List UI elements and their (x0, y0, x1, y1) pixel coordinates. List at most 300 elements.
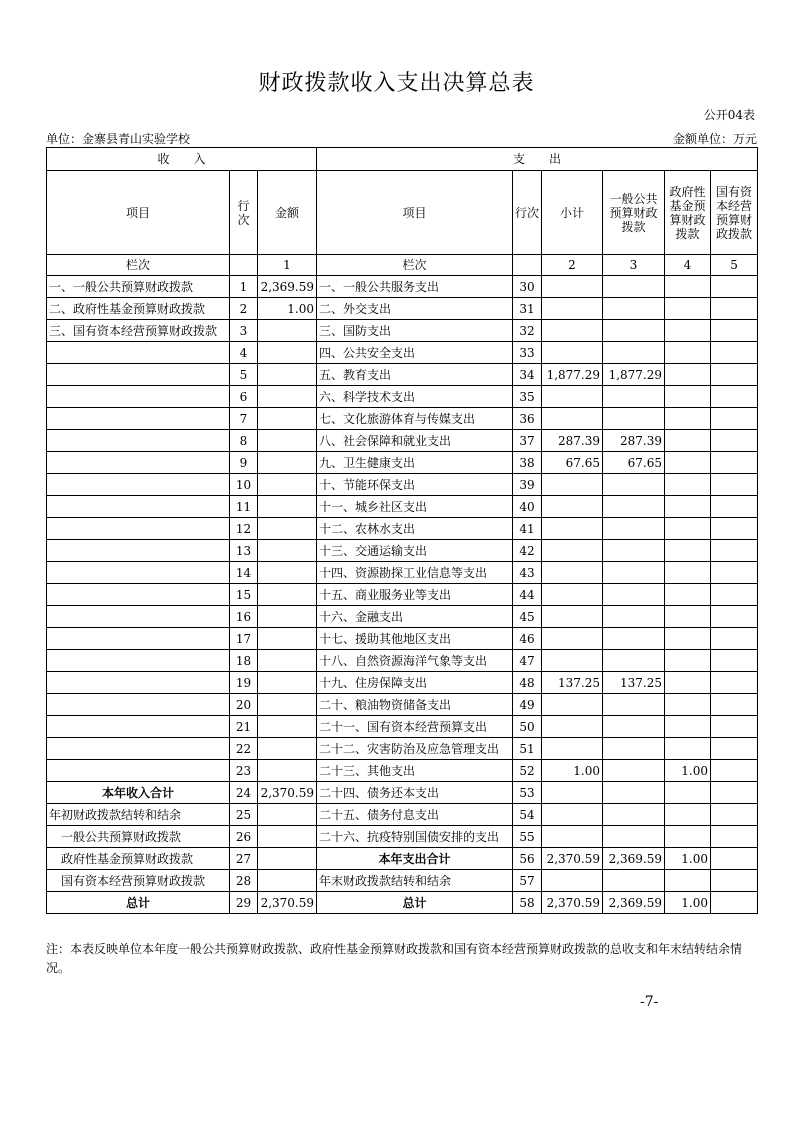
blank-cell (230, 255, 258, 276)
subtotal-cell (542, 496, 603, 518)
income-item-cell (47, 562, 230, 584)
income-line-cell: 26 (230, 826, 258, 848)
general-budget-cell: 1,877.29 (603, 364, 665, 386)
table-row (47, 672, 758, 694)
income-line-cell: 6 (230, 386, 258, 408)
expense-line-cell: 35 (513, 386, 542, 408)
table-row (47, 650, 758, 672)
income-line-cell: 29 (230, 892, 258, 914)
expense-item-cell: 二十六、抗疫特别国债安排的支出 (317, 826, 513, 848)
table-row (47, 848, 758, 870)
expense-item-cell: 九、卫生健康支出 (317, 452, 513, 474)
income-amount-cell: 2,369.59 (258, 276, 317, 298)
income-line-cell: 21 (230, 716, 258, 738)
income-item-cell: 总计 (47, 892, 230, 914)
state-capital-cell (711, 892, 758, 914)
state-capital-cell (711, 870, 758, 892)
general-budget-cell (603, 518, 665, 540)
income-amount-cell (258, 474, 317, 496)
fund-budget-cell (665, 430, 711, 452)
state-capital-cell (711, 518, 758, 540)
fund-budget-cell (665, 320, 711, 342)
income-amount-cell (258, 804, 317, 826)
income-amount-cell (258, 628, 317, 650)
table-row (47, 474, 758, 496)
expense-line-cell: 51 (513, 738, 542, 760)
table-row (47, 540, 758, 562)
state-capital-cell (711, 430, 758, 452)
state-capital-cell (711, 738, 758, 760)
subtotal-cell (542, 386, 603, 408)
income-item-cell (47, 672, 230, 694)
income-item-cell (47, 518, 230, 540)
table-row (47, 738, 758, 760)
fund-budget-cell (665, 342, 711, 364)
expense-item-cell: 十八、自然资源海洋气象等支出 (317, 650, 513, 672)
expense-item-cell: 十九、住房保障支出 (317, 672, 513, 694)
general-budget-cell (603, 782, 665, 804)
general-budget-cell (603, 870, 665, 892)
fund-budget-cell (665, 298, 711, 320)
table-row (47, 452, 758, 474)
subtotal-cell: 1,877.29 (542, 364, 603, 386)
fund-budget-cell (665, 386, 711, 408)
table-row (47, 892, 758, 914)
income-line-cell: 19 (230, 672, 258, 694)
expense-item-cell: 三、国防支出 (317, 320, 513, 342)
subtotal-cell: 1.00 (542, 760, 603, 782)
income-amount-cell (258, 870, 317, 892)
general-budget-cell: 67.65 (603, 452, 665, 474)
expense-col-4: 4 (665, 255, 711, 276)
fund-budget-cell (665, 408, 711, 430)
table-row (47, 606, 758, 628)
general-budget-cell (603, 694, 665, 716)
header-row-columns (47, 171, 758, 255)
fund-budget-cell (665, 606, 711, 628)
income-amount-cell: 2,370.59 (258, 892, 317, 914)
expense-line-cell: 43 (513, 562, 542, 584)
table-body (47, 148, 758, 914)
expense-line-cell: 48 (513, 672, 542, 694)
table-row (47, 430, 758, 452)
expense-item-cell: 年末财政拨款结转和结余 (317, 870, 513, 892)
general-budget-cell (603, 716, 665, 738)
general-budget-cell (603, 342, 665, 364)
income-line-cell: 12 (230, 518, 258, 540)
table-note: 注：本表反映单位本年度一般公共预算财政拨款、政府性基金预算财政拨款和国有资本经营预算财政拨款的总收支和年末结转结余情况。 (46, 942, 743, 975)
expense-item-cell: 十五、商业服务业等支出 (317, 584, 513, 606)
income-amount-cell (258, 408, 317, 430)
state-capital-cell (711, 364, 758, 386)
subtotal-cell: 2,370.59 (542, 892, 603, 914)
income-line-cell: 20 (230, 694, 258, 716)
expense-line-cell: 42 (513, 540, 542, 562)
subtotal-cell (542, 320, 603, 342)
state-capital-cell (711, 496, 758, 518)
expense-line-cell: 46 (513, 628, 542, 650)
subtotal-cell (542, 738, 603, 760)
income-item-cell (47, 738, 230, 760)
table-row (47, 562, 758, 584)
table-row (47, 804, 758, 826)
state-capital-cell (711, 540, 758, 562)
subtotal-cell (542, 562, 603, 584)
fund-budget-cell (665, 452, 711, 474)
income-amount-header: 金额 (258, 171, 317, 255)
general-budget-cell: 2,369.59 (603, 892, 665, 914)
income-item-header: 项目 (47, 171, 230, 255)
fund-budget-cell: 1.00 (665, 848, 711, 870)
fund-budget-cell (665, 562, 711, 584)
expense-line-cell: 38 (513, 452, 542, 474)
state-capital-cell (711, 386, 758, 408)
income-item-cell (47, 716, 230, 738)
fund-budget-header: 政府性基金预算财政拨款 (665, 171, 711, 255)
state-capital-cell (711, 716, 758, 738)
expense-item-cell: 二十一、国有资本经营预算支出 (317, 716, 513, 738)
expense-item-cell: 十四、资源勘探工业信息等支出 (317, 562, 513, 584)
income-item-cell: 年初财政拨款结转和结余 (47, 804, 230, 826)
subtotal-cell: 137.25 (542, 672, 603, 694)
income-amount-cell (258, 496, 317, 518)
form-number: 公开04表 (703, 108, 755, 122)
income-line-cell: 2 (230, 298, 258, 320)
income-item-cell (47, 452, 230, 474)
expense-item-cell: 二十五、债务付息支出 (317, 804, 513, 826)
expense-item-cell: 六、科学技术支出 (317, 386, 513, 408)
income-header: 收 入 (47, 148, 317, 171)
income-amount-cell (258, 430, 317, 452)
expense-line-cell: 47 (513, 650, 542, 672)
page-number: -7- (640, 994, 659, 1010)
expense-item-cell: 四、公共安全支出 (317, 342, 513, 364)
income-line-cell: 15 (230, 584, 258, 606)
income-line-cell: 4 (230, 342, 258, 364)
income-amount-cell (258, 386, 317, 408)
expense-item-cell: 二十三、其他支出 (317, 760, 513, 782)
expense-item-cell: 十六、金融支出 (317, 606, 513, 628)
state-capital-cell (711, 452, 758, 474)
income-amount-cell (258, 650, 317, 672)
expense-line-cell: 30 (513, 276, 542, 298)
expense-line-cell: 32 (513, 320, 542, 342)
table-row (47, 276, 758, 298)
state-capital-cell (711, 408, 758, 430)
amount-unit-label: 金额单位：万元 (672, 132, 757, 146)
income-line-cell: 8 (230, 430, 258, 452)
state-capital-cell (711, 342, 758, 364)
income-line-header: 行次 (230, 171, 258, 255)
income-amount-cell (258, 672, 317, 694)
state-capital-cell (711, 848, 758, 870)
fund-budget-cell (665, 782, 711, 804)
table-row (47, 320, 758, 342)
fund-budget-cell (665, 672, 711, 694)
state-capital-cell (711, 474, 758, 496)
income-line-cell: 24 (230, 782, 258, 804)
subtotal-cell (542, 716, 603, 738)
fund-budget-cell (665, 628, 711, 650)
expense-line-cell: 31 (513, 298, 542, 320)
expense-item-cell: 二、外交支出 (317, 298, 513, 320)
subtotal-cell (542, 342, 603, 364)
income-item-cell (47, 628, 230, 650)
expense-item-cell: 十三、交通运输支出 (317, 540, 513, 562)
expense-line-cell: 34 (513, 364, 542, 386)
state-capital-cell (711, 782, 758, 804)
income-item-cell (47, 540, 230, 562)
income-col-label: 栏次 (47, 255, 230, 276)
subtotal-cell (542, 870, 603, 892)
expense-item-header: 项目 (317, 171, 513, 255)
income-amount-cell (258, 738, 317, 760)
state-capital-cell (711, 672, 758, 694)
state-capital-header: 国有资本经营预算财政拨款 (711, 171, 758, 255)
income-amount-cell: 1.00 (258, 298, 317, 320)
table-row (47, 364, 758, 386)
income-item-cell (47, 584, 230, 606)
fund-budget-cell (665, 738, 711, 760)
income-line-cell: 5 (230, 364, 258, 386)
income-amount-cell (258, 606, 317, 628)
income-amount-cell (258, 760, 317, 782)
fund-budget-cell (665, 496, 711, 518)
general-budget-cell (603, 584, 665, 606)
fund-budget-cell (665, 826, 711, 848)
state-capital-cell (711, 562, 758, 584)
unit-label: 单位：金寨县青山实验学校 (46, 132, 191, 146)
income-item-cell: 二、政府性基金预算财政拨款 (47, 298, 230, 320)
income-item-cell (47, 342, 230, 364)
expense-line-cell: 44 (513, 584, 542, 606)
general-budget-cell (603, 826, 665, 848)
header-row-section (47, 148, 758, 171)
income-amount-cell (258, 716, 317, 738)
table-row (47, 584, 758, 606)
income-item-cell: 国有资本经营预算财政拨款 (47, 870, 230, 892)
general-budget-cell: 2,369.59 (603, 848, 665, 870)
income-line-cell: 13 (230, 540, 258, 562)
income-amount-cell (258, 518, 317, 540)
page-title: 财政拨款收入支出决算总表 (258, 71, 535, 96)
subtotal-cell (542, 606, 603, 628)
general-budget-cell (603, 408, 665, 430)
expense-item-cell: 七、文化旅游体育与传媒支出 (317, 408, 513, 430)
general-budget-cell (603, 320, 665, 342)
income-line-cell: 25 (230, 804, 258, 826)
subtotal-cell: 67.65 (542, 452, 603, 474)
expense-line-cell: 41 (513, 518, 542, 540)
fund-budget-cell (665, 474, 711, 496)
general-budget-cell (603, 650, 665, 672)
subtotal-cell (542, 628, 603, 650)
income-line-cell: 28 (230, 870, 258, 892)
fund-budget-cell (665, 650, 711, 672)
expense-line-cell: 56 (513, 848, 542, 870)
expense-header: 支 出 (317, 148, 758, 171)
table-row (47, 386, 758, 408)
general-budget-cell (603, 760, 665, 782)
income-line-cell: 11 (230, 496, 258, 518)
income-line-cell: 3 (230, 320, 258, 342)
general-budget-cell (603, 628, 665, 650)
expense-item-cell: 十一、城乡社区支出 (317, 496, 513, 518)
budget-table (46, 147, 758, 914)
expense-item-cell: 一、一般公共服务支出 (317, 276, 513, 298)
fund-budget-cell (665, 584, 711, 606)
fund-budget-cell (665, 716, 711, 738)
expense-item-cell: 十七、援助其他地区支出 (317, 628, 513, 650)
income-line-cell: 22 (230, 738, 258, 760)
table-row (47, 870, 758, 892)
subtotal-cell (542, 276, 603, 298)
income-line-cell: 16 (230, 606, 258, 628)
subtotal-header: 小计 (542, 171, 603, 255)
expense-line-cell: 54 (513, 804, 542, 826)
income-line-cell: 9 (230, 452, 258, 474)
subtotal-cell (542, 694, 603, 716)
income-amount-cell (258, 562, 317, 584)
income-amount-cell: 2,370.59 (258, 782, 317, 804)
expense-line-cell: 37 (513, 430, 542, 452)
expense-item-cell: 十、节能环保支出 (317, 474, 513, 496)
state-capital-cell (711, 584, 758, 606)
expense-line-cell: 55 (513, 826, 542, 848)
table-row (47, 496, 758, 518)
income-item-cell (47, 430, 230, 452)
income-item-cell (47, 650, 230, 672)
subtotal-cell (542, 650, 603, 672)
fund-budget-cell (665, 694, 711, 716)
general-budget-cell (603, 738, 665, 760)
table-row (47, 760, 758, 782)
subtotal-cell (542, 540, 603, 562)
expense-line-cell: 50 (513, 716, 542, 738)
expense-line-cell: 58 (513, 892, 542, 914)
subtotal-cell (542, 584, 603, 606)
table-row (47, 826, 758, 848)
expense-line-cell: 49 (513, 694, 542, 716)
header-row-index (47, 255, 758, 276)
income-col-1: 1 (258, 255, 317, 276)
general-budget-cell (603, 562, 665, 584)
income-item-cell: 本年收入合计 (47, 782, 230, 804)
expense-col-2: 2 (542, 255, 603, 276)
table-row (47, 298, 758, 320)
expense-col-label: 栏次 (317, 255, 513, 276)
income-item-cell (47, 364, 230, 386)
expense-line-cell: 53 (513, 782, 542, 804)
income-item-cell (47, 496, 230, 518)
fund-budget-cell (665, 804, 711, 826)
expense-item-cell: 总计 (317, 892, 513, 914)
table-row (47, 694, 758, 716)
state-capital-cell (711, 276, 758, 298)
state-capital-cell (711, 694, 758, 716)
fund-budget-cell: 1.00 (665, 892, 711, 914)
expense-item-cell: 二十二、灾害防治及应急管理支出 (317, 738, 513, 760)
subtotal-cell (542, 826, 603, 848)
expense-line-cell: 36 (513, 408, 542, 430)
general-budget-cell (603, 386, 665, 408)
income-amount-cell (258, 848, 317, 870)
state-capital-cell (711, 320, 758, 342)
expense-item-cell: 二十、粮油物资储备支出 (317, 694, 513, 716)
income-line-cell: 27 (230, 848, 258, 870)
general-budget-cell (603, 496, 665, 518)
general-budget-cell (603, 474, 665, 496)
expense-col-5: 5 (711, 255, 758, 276)
income-item-cell: 一般公共预算财政拨款 (47, 826, 230, 848)
expense-line-cell: 45 (513, 606, 542, 628)
fund-budget-cell (665, 518, 711, 540)
blank-cell (513, 255, 542, 276)
subtotal-cell (542, 474, 603, 496)
unit-line (46, 130, 757, 147)
expense-col-3: 3 (603, 255, 665, 276)
subtotal-cell: 2,370.59 (542, 848, 603, 870)
general-budget-cell (603, 606, 665, 628)
income-line-cell: 18 (230, 650, 258, 672)
income-item-cell (47, 606, 230, 628)
state-capital-cell (711, 826, 758, 848)
subtotal-cell: 287.39 (542, 430, 603, 452)
income-line-cell: 1 (230, 276, 258, 298)
subtotal-cell (542, 298, 603, 320)
subtotal-cell (542, 804, 603, 826)
expense-line-cell: 39 (513, 474, 542, 496)
subtotal-cell (542, 782, 603, 804)
state-capital-cell (711, 298, 758, 320)
state-capital-cell (711, 650, 758, 672)
income-line-cell: 10 (230, 474, 258, 496)
income-item-cell: 三、国有资本经营预算财政拨款 (47, 320, 230, 342)
state-capital-cell (711, 606, 758, 628)
income-line-cell: 17 (230, 628, 258, 650)
expense-line-cell: 33 (513, 342, 542, 364)
income-amount-cell (258, 320, 317, 342)
subtotal-cell (542, 518, 603, 540)
general-budget-cell (603, 276, 665, 298)
fund-budget-cell (665, 540, 711, 562)
general-budget-cell: 287.39 (603, 430, 665, 452)
expense-line-cell: 57 (513, 870, 542, 892)
expense-item-cell: 二十四、债务还本支出 (317, 782, 513, 804)
fund-budget-cell (665, 364, 711, 386)
fund-budget-cell: 1.00 (665, 760, 711, 782)
income-item-cell (47, 760, 230, 782)
table-row (47, 518, 758, 540)
income-line-cell: 14 (230, 562, 258, 584)
expense-item-cell: 本年支出合计 (317, 848, 513, 870)
state-capital-cell (711, 804, 758, 826)
subtotal-cell (542, 408, 603, 430)
table-row (47, 408, 758, 430)
table-row (47, 716, 758, 738)
income-amount-cell (258, 342, 317, 364)
income-amount-cell (258, 452, 317, 474)
income-amount-cell (258, 584, 317, 606)
expense-line-cell: 52 (513, 760, 542, 782)
income-item-cell (47, 386, 230, 408)
general-budget-cell (603, 540, 665, 562)
table-row (47, 342, 758, 364)
income-item-cell (47, 474, 230, 496)
fund-budget-cell (665, 870, 711, 892)
general-budget-cell (603, 804, 665, 826)
income-item-cell (47, 408, 230, 430)
